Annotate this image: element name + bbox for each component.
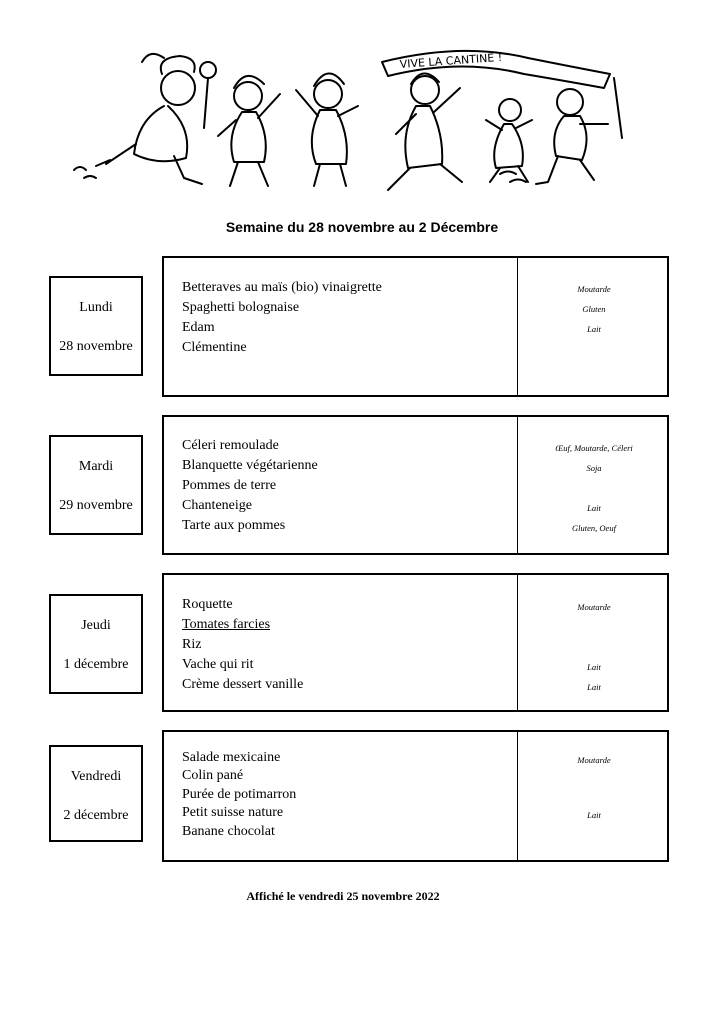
week-title: Semaine du 28 novembre au 2 Décembre [225,219,499,235]
menu-box-lundi [162,256,669,397]
dish-item: Vache qui rit [182,657,254,672]
dish-item: Colin pané [182,768,244,783]
menu-box-jeudi [162,573,669,712]
day-name: Lundi [79,300,113,315]
day-date: 2 décembre [63,808,129,823]
day-date: 29 novembre [59,498,133,513]
dish-item: Riz [182,637,202,652]
day-name: Vendredi [70,769,122,784]
allergen-note: Moutarde [577,284,611,294]
allergen-note: Lait [587,810,601,820]
dish-item: Tomates farcies [182,617,271,632]
dish-item: Clémentine [182,340,247,355]
dish-item: Purée de potimarron [182,787,297,802]
allergen-note: Moutarde [577,755,611,765]
allergen-note: Lait [587,324,601,334]
day-label-lundi [49,276,143,376]
allergen-note: Lait [587,662,601,672]
dish-item: Chanteneige [182,498,252,513]
day-date: 28 novembre [59,339,133,354]
column-divider [517,258,518,395]
menu-box-vendredi [162,730,669,862]
dish-item: Banane chocolat [182,824,275,839]
dish-item: Crème dessert vanille [182,677,304,692]
column-divider [517,575,518,710]
dish-item: Betteraves au maïs (bio) vinaigrette [182,280,382,295]
dish-item: Céleri remoulade [182,438,279,453]
day-label-jeudi [49,594,143,694]
dish-item: Petit suisse nature [182,805,284,820]
allergen-note: Œuf, Moutarde, Céleri [555,443,633,453]
allergen-note: Moutarde [577,602,611,612]
allergen-note: Lait [587,503,601,513]
day-label-mardi [49,435,143,535]
day-label-vendredi [49,745,143,842]
day-name: Mardi [78,459,114,474]
menu-box-mardi [162,415,669,555]
allergen-note: Gluten, Oeuf [572,523,616,533]
dish-item: Salade mexicaine [182,750,281,765]
day-date: 1 décembre [63,657,129,672]
posted-date: Affiché le vendredi 25 novembre 2022 [246,889,440,903]
dish-item: Edam [182,320,215,335]
dish-item: Blanquette végétarienne [182,458,318,473]
column-divider [517,732,518,860]
dish-item: Roquette [182,597,233,612]
dish-item: Tarte aux pommes [182,518,286,533]
dish-item: Pommes de terre [182,478,277,493]
dish-item: Spaghetti bolognaise [182,300,300,315]
allergen-note: Lait [587,682,601,692]
column-divider [517,417,518,553]
cantine-banner-illustration [70,44,640,204]
allergen-note: Gluten [582,304,606,314]
cantine-sign-text: VIVE LA CANTINE ! [399,50,503,71]
day-name: Jeudi [81,618,111,633]
allergen-note: Soja [586,463,602,473]
